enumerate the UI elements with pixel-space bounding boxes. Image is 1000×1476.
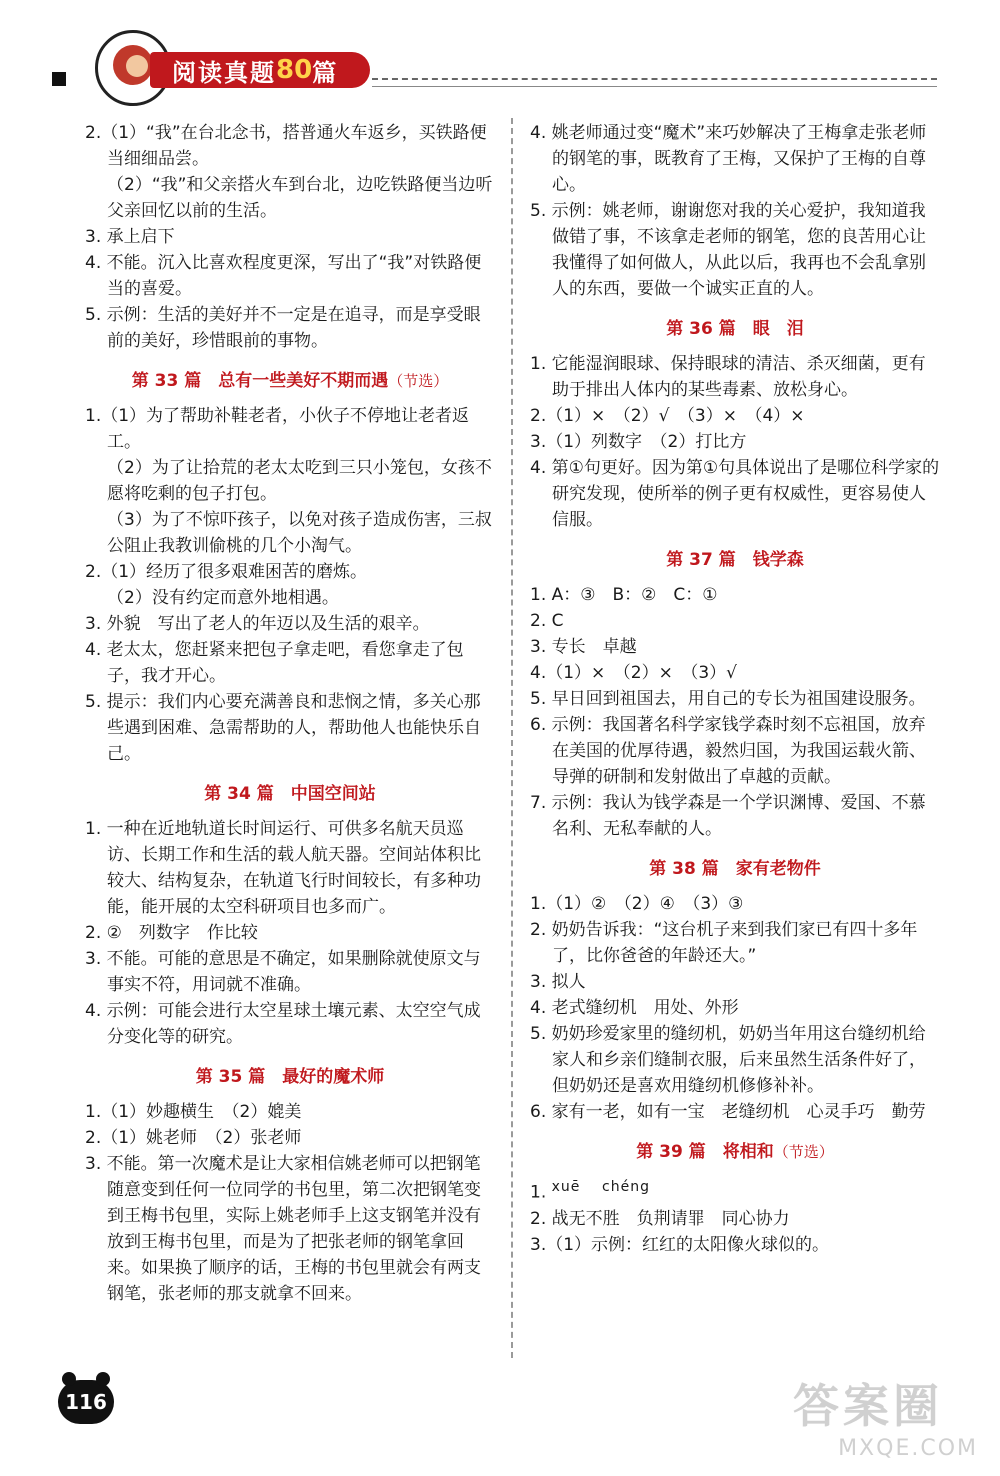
answer-item: 4. 不能。沉入比喜欢程度更深，写出了“我”对铁路便当的喜爱。	[85, 253, 482, 299]
watermark-main: 答案圈	[793, 1379, 943, 1433]
answer-item-pinyin	[530, 1174, 940, 1206]
answer-item: 4. 老太太，您赶紧来把包子拿走吧，看您拿走了包子，我才开心。	[85, 640, 464, 686]
section-title	[530, 1137, 940, 1162]
section-title	[85, 779, 495, 804]
answer-item: 4. 第①句更好。因为第①句具体说出了是哪位科学家的研究发现，使所举的例子更有权威性，更容易使人信服。	[530, 458, 940, 530]
section-title	[530, 545, 940, 570]
answer-item: 2.（1）姚老师 （2）张老师	[85, 1128, 302, 1148]
answer-item: 6. 家有一老，如有一宝 老缝纫机 心灵手巧 勤劳	[530, 1102, 926, 1122]
page-number: 116	[58, 1380, 114, 1424]
answer-item: 3. 承上启下	[85, 227, 175, 247]
answer-item: 3.（1）列数字 （2）打比方	[530, 432, 747, 452]
answer-item: 5. 示例：姚老师，谢谢您对我的关心爱护，我知道我做错了事，不该拿走老师的钢笔，您的良苦用心让我懂得了如何做人，从此以后，我再也不会乱拿别人的东西，要做一个诚实正直的人。	[530, 201, 926, 299]
answer-item: 2.（1）“我”在台北念书，搭普通火车返乡，买铁路便当细细品尝。	[85, 123, 487, 169]
section-title-text: 第 35 篇 最好的魔术师	[195, 1067, 385, 1087]
answer-item: 5. 提示：我们内心要充满善良和悲悯之情，多关心那些遇到困难、急需帮助的人，帮助他人也能快乐自己。	[85, 692, 481, 764]
answer-item: 4. 姚老师通过变“魔术”来巧妙解决了王梅拿走张老师的钢笔的事，既教育了王梅，又保护了王梅的自尊心。	[530, 123, 927, 195]
answer-item: 2. 奶奶告诉我：“这台机子来到我们家已有四十多年了，比你爸爸的年龄还大。”	[530, 920, 918, 966]
brand-number: 80	[276, 55, 313, 85]
section-title	[530, 854, 940, 879]
brand-title: 阅读真题	[172, 58, 276, 87]
answer-subitem: （2）“我”和父亲搭火车到台北，边吃铁路便当边听父亲回忆以前的生活。	[107, 175, 493, 221]
column-divider	[511, 118, 513, 1358]
section-title-text: 第 36 篇 眼 泪	[666, 319, 804, 339]
answer-item: 1. A：③ B：② C：①	[530, 585, 718, 605]
answer-subitem: （2）为了让拾荒的老太太吃到三只小笼包，女孩不愿将吃剩的包子打包。	[107, 458, 492, 504]
section-title	[530, 314, 940, 339]
answer-item: 4.（1）× （2）× （3）√	[530, 663, 737, 683]
answer-subitem: （2）没有约定而意外地相遇。	[107, 588, 339, 608]
answer-item: 4. 老式缝纫机 用处、外形	[530, 998, 739, 1018]
answer-item: 4. 示例：可能会进行太空星球土壤元素、太空空气成分变化等的研究。	[85, 1001, 481, 1047]
answer-item: 2. ② 列数字 作比较	[85, 923, 258, 943]
answer-number: 1.	[530, 1182, 552, 1203]
answer-item: 2.（1）经历了很多艰难困苦的磨炼。	[85, 562, 368, 582]
answer-item: 6. 示例：我国著名科学家钱学森时刻不忘祖国，放弃在美国的优厚待遇，毅然归国，为我国运载火箭、导弹的研制和发射做出了卓越的贡献。	[530, 715, 926, 787]
answer-item: 3. 不能。第一次魔术是让大家相信姚老师可以把钢笔随意变到任何一位同学的书包里，第二次把钢笔变到王梅书包里，实际上姚老师手上这支钢笔并没有放到王梅书包里，而是为了把张老师的钢笔拿回来。如果换了顺序的话，王梅的书包里就会有两支钢笔，张老师的那支就拿不回来。	[85, 1154, 481, 1304]
answer-item: 1.（1）为了帮助补鞋老者，小伙子不停地让老者返工。	[85, 406, 470, 452]
answer-item: 5. 奶奶珍爱家里的缝纫机，奶奶当年用这台缝纫机给家人和乡亲们缝制衣服，后来虽然生活条件好了，但奶奶还是喜欢用缝纫机修修补补。	[530, 1024, 926, 1096]
section-title-text: 第 37 篇 钱学森	[666, 550, 804, 570]
answer-item: 2.（1）× （2）√ （3）× （4）×	[530, 406, 805, 426]
answer-item: 7. 示例：我认为钱学森是一个学识渊博、爱国、不慕名利、无私奉献的人。	[530, 793, 926, 839]
header-rule-thin	[372, 86, 937, 87]
answer-item: 1.（1）② （2）④ （3）③	[530, 894, 744, 914]
page-header	[0, 0, 1000, 105]
answer-item: 3.（1）示例：红红的太阳像火球似的。	[530, 1234, 830, 1255]
answer-item: 3. 专长 卓越	[530, 637, 637, 657]
answer-item: 5. 示例：生活的美好并不一定是在追寻，而是享受眼前的美好，珍惜眼前的事物。	[85, 305, 481, 351]
answer-item: 3. 不能。可能的意思是不确定，如果删除就使原文与事实不符，用词就不准确。	[85, 949, 481, 995]
pinyin-answer: chéng	[602, 1179, 650, 1195]
section-title	[85, 366, 495, 391]
answer-item: 1. 它能湿润眼球、保持眼球的清洁、杀灭细菌，更有助于排出人体内的某些毒素、放松身心。	[530, 354, 926, 400]
pinyin-answer: xuē	[551, 1179, 581, 1195]
brand-suffix: 篇	[312, 58, 339, 87]
watermark	[793, 1370, 978, 1461]
left-column	[85, 120, 495, 1307]
right-column	[530, 120, 940, 1258]
section-title-text: 第 39 篇 将相和	[636, 1142, 774, 1162]
section-title	[85, 1062, 495, 1087]
header-rule	[372, 78, 937, 80]
section-title-text: 第 38 篇 家有老物件	[649, 859, 821, 879]
watermark-sub: MXQE.COM	[838, 1436, 978, 1461]
answer-item: 5. 早日回到祖国去，用自己的专长为祖国建设服务。	[530, 689, 926, 709]
section-title-text: 第 34 篇 中国空间站	[204, 784, 376, 804]
answer-item: 2. 战无不胜 负荆请罪 同心协力	[530, 1208, 790, 1229]
header-dot-left	[52, 72, 66, 86]
brand-banner	[150, 52, 370, 88]
section-title-text: 第 33 篇 总有一些美好不期而遇	[131, 371, 389, 391]
answer-item: 1. 一种在近地轨道长时间运行、可供多名航天员巡访、长期工作和生活的载人航天器。空间站体积比较大、结构复杂，在轨道飞行时间较长，有多种功能，能开展的太空科研项目也多而广。	[85, 819, 481, 917]
section-title-note: （节选）	[388, 372, 449, 390]
answer-item: 3. 拟人	[530, 972, 586, 992]
answer-item: 1.（1）妙趣横生 （2）媲美	[85, 1102, 302, 1122]
answer-subitem: （3）为了不惊吓孩子，以免对孩子造成伤害，三叔公阻止我教训偷桃的几个小淘气。	[107, 510, 492, 556]
answer-item: 2. C	[530, 611, 564, 631]
section-title-note: （节选）	[773, 1143, 834, 1161]
answer-item: 3. 外貌 写出了老人的年迈以及生活的艰辛。	[85, 614, 430, 634]
